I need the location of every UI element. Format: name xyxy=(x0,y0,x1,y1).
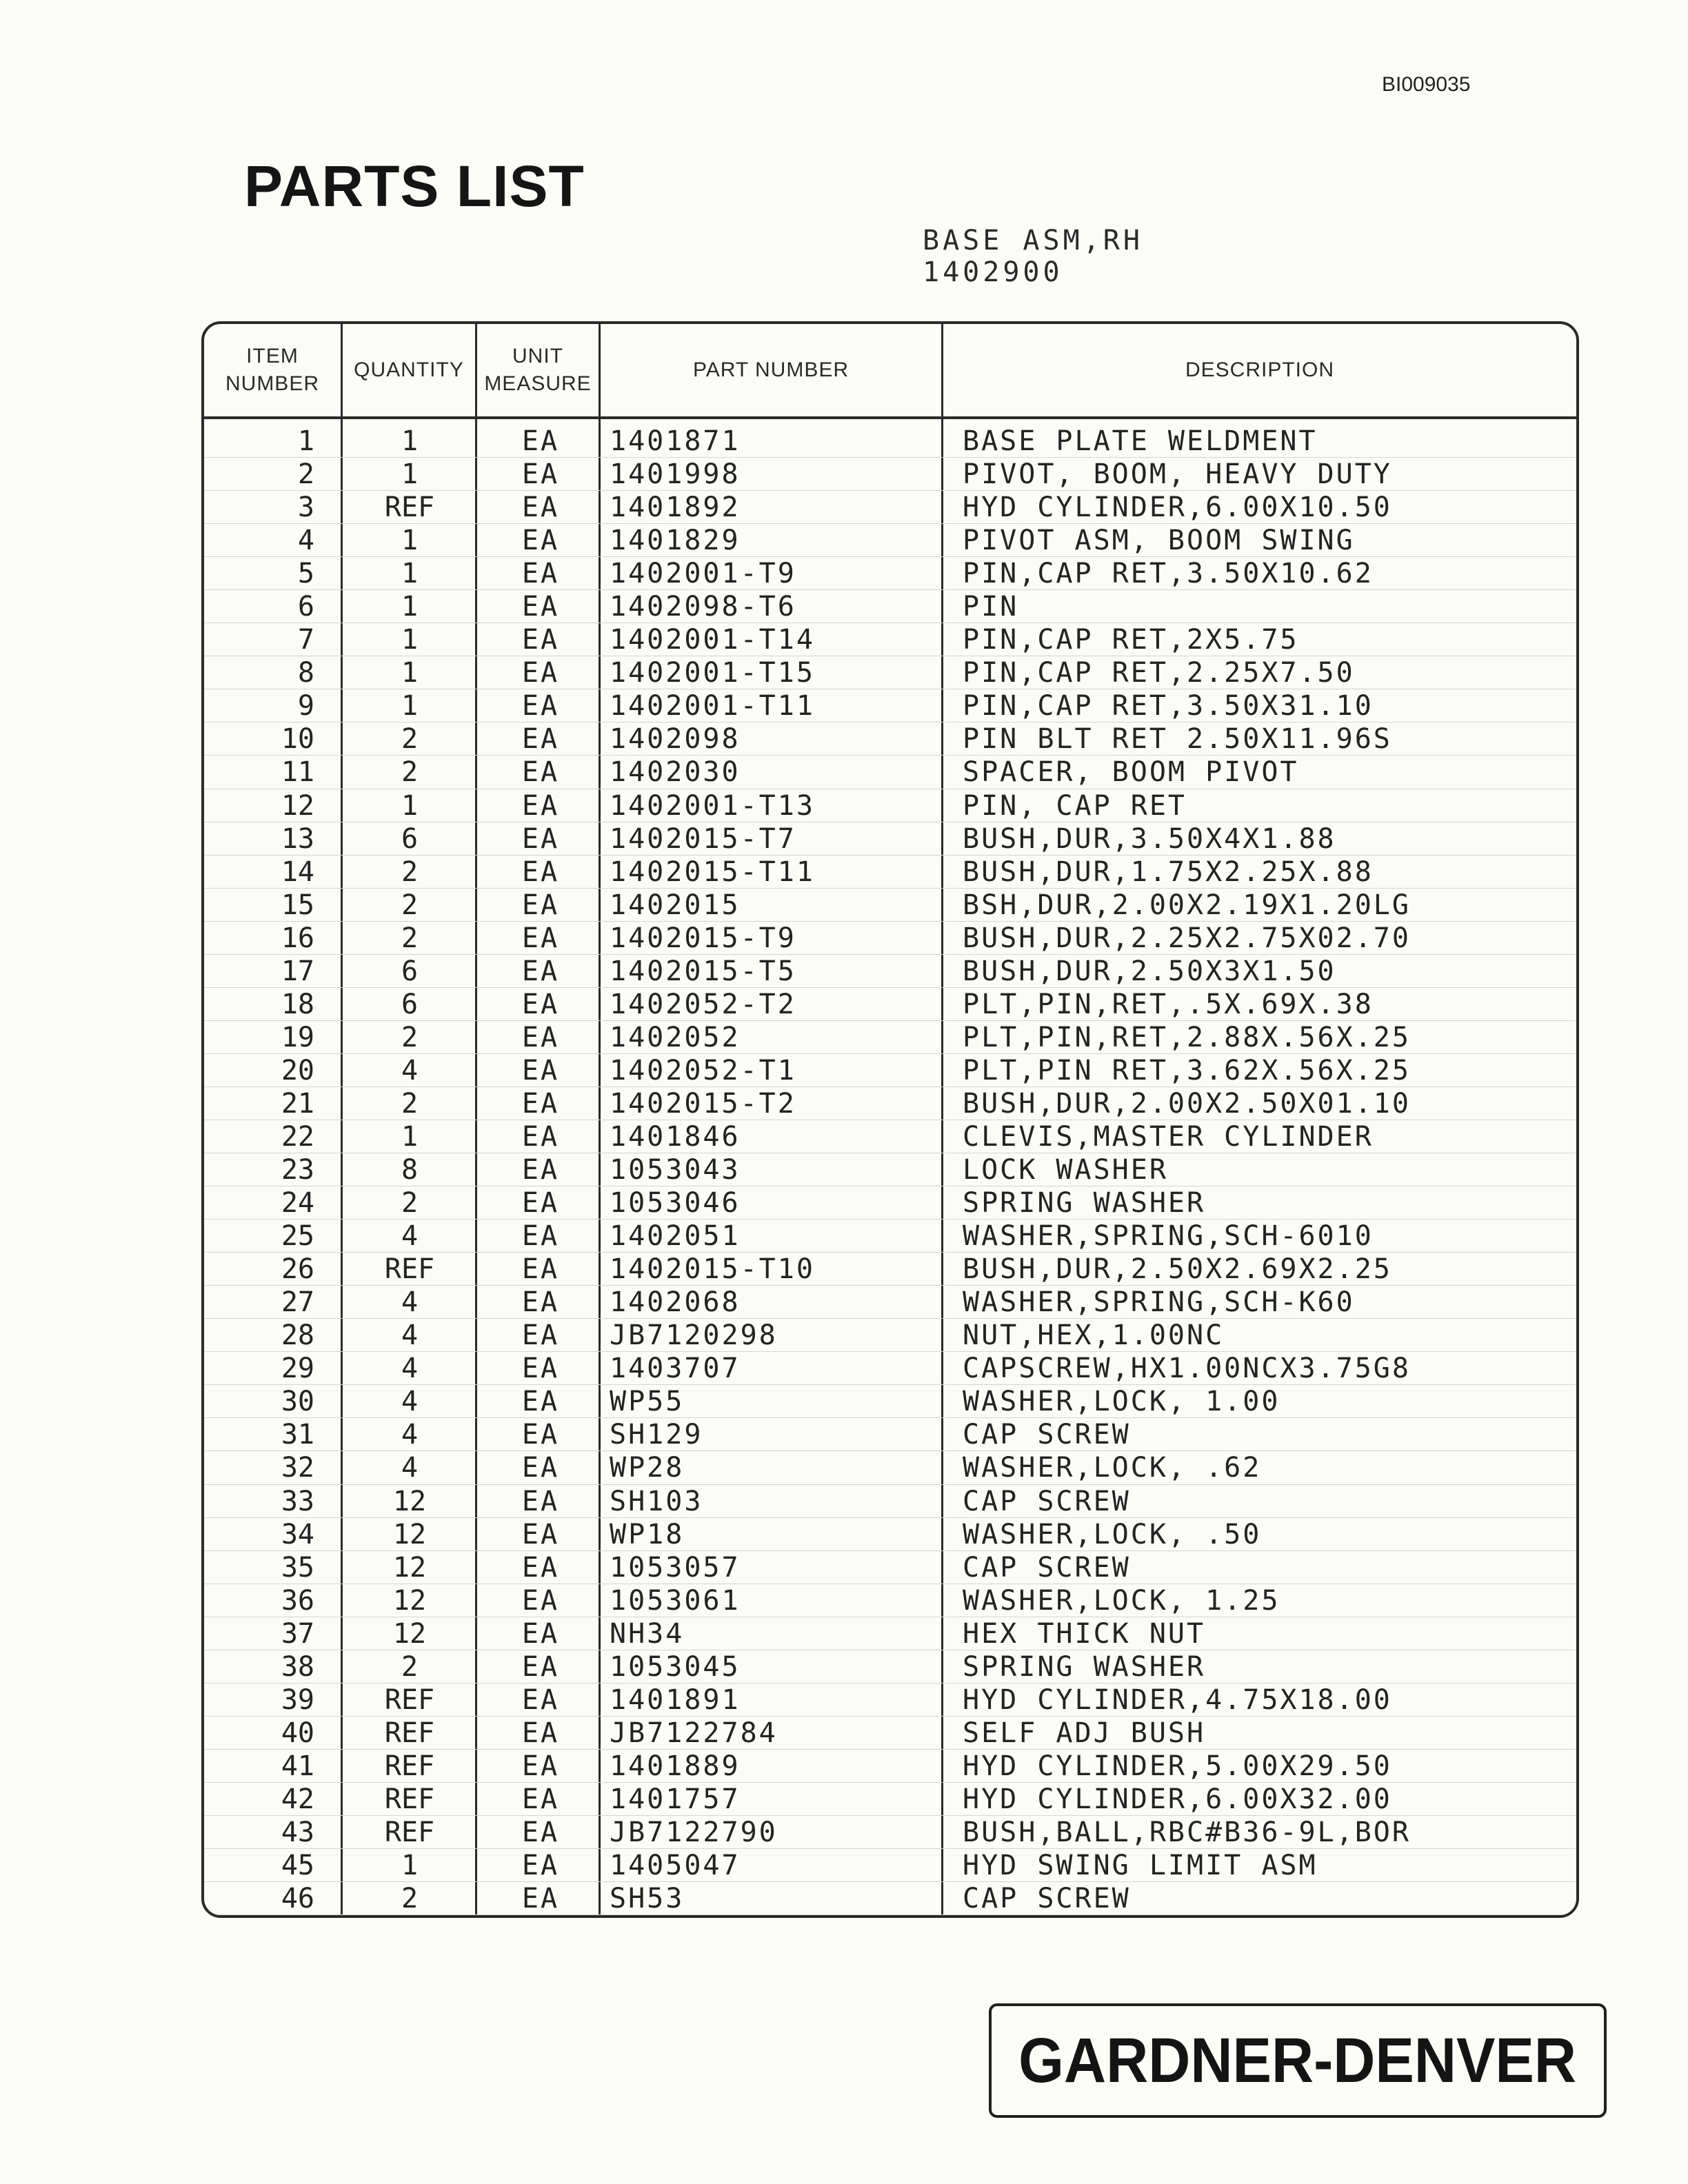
part-number-cell: 1053043 xyxy=(610,1154,741,1186)
description-cell: SPRING WASHER xyxy=(963,1650,1206,1683)
description-cell: HYD CYLINDER,6.00X32.00 xyxy=(963,1783,1392,1815)
part-number-cell: 1401846 xyxy=(610,1120,741,1153)
part-number-cell: 1402001-T15 xyxy=(610,657,815,689)
item-number-cell: 5 xyxy=(297,558,314,590)
table-row xyxy=(204,458,1576,491)
item-number-cell: 25 xyxy=(281,1220,314,1253)
unit-measure-cell: EA xyxy=(521,1883,560,1915)
part-number-cell: 1402015-T11 xyxy=(610,856,815,888)
header-quantity-label: QUANTITY xyxy=(354,358,464,381)
table-row xyxy=(204,1684,1576,1717)
item-number-cell: 32 xyxy=(281,1452,314,1484)
unit-measure-cell: EA xyxy=(521,1419,560,1451)
table-row xyxy=(204,1319,1576,1352)
quantity-cell: 4 xyxy=(401,1286,419,1319)
description-cell: PIN xyxy=(963,591,1019,623)
table-row xyxy=(204,1816,1576,1849)
unit-measure-cell: EA xyxy=(521,1320,560,1352)
part-number-cell: 1401892 xyxy=(610,492,741,524)
unit-measure-cell: EA xyxy=(521,1783,560,1815)
description-cell: HYD CYLINDER,4.75X18.00 xyxy=(963,1684,1392,1716)
part-number-cell: 1053045 xyxy=(610,1650,741,1683)
description-cell: BUSH,DUR,1.75X2.25X.88 xyxy=(963,856,1374,888)
table-row xyxy=(204,1451,1576,1484)
description-cell: BSH,DUR,2.00X2.19X1.20LG xyxy=(963,889,1411,921)
item-number-cell: 40 xyxy=(281,1717,314,1749)
part-number-cell: 1402051 xyxy=(610,1220,741,1253)
description-cell: CAP SCREW xyxy=(963,1485,1131,1517)
table-row xyxy=(204,1783,1576,1816)
quantity-cell: 12 xyxy=(392,1551,427,1584)
unit-measure-cell: EA xyxy=(521,1485,560,1517)
description-cell: WASHER,LOCK, .50 xyxy=(963,1518,1262,1550)
item-number-cell: 14 xyxy=(281,856,314,888)
table-row xyxy=(204,1717,1576,1750)
quantity-cell: 1 xyxy=(401,458,419,491)
part-number-cell: 1402001-T13 xyxy=(610,789,815,822)
table-row xyxy=(204,1186,1576,1220)
unit-measure-cell: EA xyxy=(521,1087,560,1120)
part-number-cell: JB7120298 xyxy=(610,1320,778,1352)
unit-measure-cell: EA xyxy=(521,723,560,756)
table-row xyxy=(204,988,1576,1021)
unit-measure-cell: EA xyxy=(521,1617,560,1650)
part-number-cell: 1402001-T9 xyxy=(610,558,796,590)
item-number-cell: 8 xyxy=(297,657,314,689)
item-number-cell: 12 xyxy=(281,789,314,822)
item-number-cell: 3 xyxy=(297,492,314,524)
header-description-label: DESCRIPTION xyxy=(1185,358,1335,381)
description-cell: WASHER,SPRING,SCH-6010 xyxy=(963,1220,1374,1253)
quantity-cell: 2 xyxy=(401,1087,419,1120)
quantity-cell: 12 xyxy=(392,1518,427,1550)
item-number-cell: 30 xyxy=(281,1386,314,1418)
header-part-number-label: PART NUMBER xyxy=(692,358,850,381)
table-row xyxy=(204,955,1576,988)
description-cell: PIVOT ASM, BOOM SWING xyxy=(963,525,1355,557)
description-cell: PLT,PIN,RET,.5X.69X.38 xyxy=(963,988,1374,1020)
part-number-cell: WP55 xyxy=(610,1386,685,1418)
part-number-cell: 1401871 xyxy=(610,425,741,457)
unit-measure-cell: EA xyxy=(521,1717,560,1749)
table-row xyxy=(204,491,1576,524)
unit-measure-cell: EA xyxy=(521,558,560,590)
item-number-cell: 20 xyxy=(281,1054,314,1086)
part-number-cell: 1402098 xyxy=(610,723,741,756)
quantity-cell: 2 xyxy=(401,756,419,789)
description-cell: BUSH,BALL,RBC#B36-9L,BOR xyxy=(963,1816,1411,1848)
description-cell: WASHER,LOCK, 1.25 xyxy=(963,1584,1280,1617)
item-number-cell: 46 xyxy=(281,1883,314,1915)
assembly-number: 1402900 xyxy=(923,256,1063,288)
description-cell: CAPSCREW,HX1.00NCX3.75G8 xyxy=(963,1353,1411,1385)
unit-measure-cell: EA xyxy=(521,1220,560,1253)
description-cell: PLT,PIN,RET,2.88X.56X.25 xyxy=(963,1021,1411,1053)
unit-measure-cell: EA xyxy=(521,425,560,457)
description-cell: PIN,CAP RET,3.50X31.10 xyxy=(963,690,1374,722)
unit-measure-cell: EA xyxy=(521,1286,560,1319)
table-row xyxy=(204,1750,1576,1783)
table-row xyxy=(204,1518,1576,1551)
page-title: PARTS LIST xyxy=(244,154,585,219)
table-row xyxy=(204,1120,1576,1153)
unit-measure-cell: EA xyxy=(521,1353,560,1385)
quantity-cell: REF xyxy=(384,1816,435,1848)
item-number-cell: 21 xyxy=(281,1087,314,1120)
table-row xyxy=(204,656,1576,689)
unit-measure-cell: EA xyxy=(521,1452,560,1484)
item-number-cell: 17 xyxy=(281,955,314,987)
part-number-cell: JB7122784 xyxy=(610,1717,778,1749)
unit-measure-cell: EA xyxy=(521,756,560,789)
quantity-cell: 6 xyxy=(401,822,419,855)
description-cell: HEX THICK NUT xyxy=(963,1617,1206,1650)
table-row xyxy=(204,1253,1576,1286)
item-number-cell: 42 xyxy=(281,1783,314,1815)
quantity-cell: 2 xyxy=(401,1187,419,1220)
unit-measure-cell: EA xyxy=(521,591,560,623)
unit-measure-cell: EA xyxy=(521,1551,560,1584)
quantity-cell: REF xyxy=(384,1717,435,1749)
part-number-cell: 1401829 xyxy=(610,525,741,557)
quantity-cell: 2 xyxy=(401,1883,419,1915)
item-number-cell: 22 xyxy=(281,1120,314,1153)
unit-measure-cell: EA xyxy=(521,1120,560,1153)
part-number-cell: 1402015-T2 xyxy=(610,1087,796,1120)
item-number-cell: 28 xyxy=(281,1320,314,1352)
assembly-name: BASE ASM,RH xyxy=(923,225,1143,256)
quantity-cell: 2 xyxy=(401,1650,419,1683)
quantity-cell: 8 xyxy=(401,1154,419,1186)
description-cell: PIN,CAP RET,2X5.75 xyxy=(963,624,1299,656)
part-number-cell: WP28 xyxy=(610,1452,685,1484)
description-cell: BASE PLATE WELDMENT xyxy=(963,425,1318,457)
table-row xyxy=(204,425,1576,458)
item-number-cell: 34 xyxy=(281,1518,314,1550)
unit-measure-cell: EA xyxy=(521,1750,560,1782)
unit-measure-cell: EA xyxy=(521,922,560,954)
description-cell: PIN,CAP RET,3.50X10.62 xyxy=(963,558,1374,590)
part-number-cell: 1402015-T7 xyxy=(610,822,796,855)
table-row xyxy=(204,789,1576,822)
description-cell: CAP SCREW xyxy=(963,1551,1131,1584)
table-row xyxy=(204,1418,1576,1451)
description-cell: HYD CYLINDER,5.00X29.50 xyxy=(963,1750,1392,1782)
table-row xyxy=(204,889,1576,922)
item-number-cell: 9 xyxy=(297,690,314,722)
unit-measure-cell: EA xyxy=(521,889,560,921)
unit-measure-cell: EA xyxy=(521,1850,560,1882)
header-item-number xyxy=(204,324,341,416)
unit-measure-cell: EA xyxy=(521,690,560,722)
unit-measure-cell: EA xyxy=(521,1187,560,1220)
table-row xyxy=(204,1054,1576,1087)
part-number-cell: 1405047 xyxy=(610,1850,741,1882)
part-number-cell: 1402052-T1 xyxy=(610,1054,796,1086)
unit-measure-cell: EA xyxy=(521,525,560,557)
description-cell: BUSH,DUR,2.00X2.50X01.10 xyxy=(963,1087,1411,1120)
description-cell: SPRING WASHER xyxy=(963,1187,1206,1220)
description-cell: HYD CYLINDER,6.00X10.50 xyxy=(963,492,1392,524)
table-row xyxy=(204,1485,1576,1518)
item-number-cell: 33 xyxy=(281,1485,314,1517)
gardner-denver-logo xyxy=(989,2003,1607,2118)
quantity-cell: 4 xyxy=(401,1054,419,1086)
quantity-cell: 1 xyxy=(401,657,419,689)
quantity-cell: REF xyxy=(384,1750,435,1782)
unit-measure-cell: EA xyxy=(521,1584,560,1617)
table-row xyxy=(204,922,1576,955)
item-number-cell: 43 xyxy=(281,1816,314,1848)
part-number-cell: 1402015 xyxy=(610,889,741,921)
quantity-cell: 1 xyxy=(401,525,419,557)
item-number-cell: 35 xyxy=(281,1551,314,1584)
table-row xyxy=(204,623,1576,656)
part-number-cell: 1403707 xyxy=(610,1353,741,1385)
description-cell: BUSH,DUR,3.50X4X1.88 xyxy=(963,822,1336,855)
table-row xyxy=(204,557,1576,590)
parts-table xyxy=(201,321,1579,1918)
quantity-cell: 4 xyxy=(401,1220,419,1253)
part-number-cell: NH34 xyxy=(610,1617,685,1650)
part-number-cell: 1053061 xyxy=(610,1584,741,1617)
part-number-cell: 1402015-T10 xyxy=(610,1253,815,1286)
part-number-cell: 1401998 xyxy=(610,458,741,491)
description-cell: WASHER,SPRING,SCH-K60 xyxy=(963,1286,1355,1319)
table-row xyxy=(204,1286,1576,1319)
header-item-number-label: ITEM NUMBER xyxy=(225,345,319,395)
part-number-cell: 1401757 xyxy=(610,1783,741,1815)
unit-measure-cell: EA xyxy=(521,1518,560,1550)
table-row xyxy=(204,1021,1576,1054)
description-cell: NUT,HEX,1.00NC xyxy=(963,1320,1225,1352)
part-number-cell: 1402015-T5 xyxy=(610,955,796,987)
quantity-cell: 1 xyxy=(401,690,419,722)
item-number-cell: 41 xyxy=(281,1750,314,1782)
unit-measure-cell: EA xyxy=(521,492,560,524)
item-number-cell: 36 xyxy=(281,1584,314,1617)
table-body xyxy=(204,425,1576,1915)
quantity-cell: 2 xyxy=(401,922,419,954)
header-description xyxy=(943,324,1576,416)
description-cell: CLEVIS,MASTER CYLINDER xyxy=(963,1120,1374,1153)
assembly-heading xyxy=(923,225,1143,288)
part-number-cell: 1402030 xyxy=(610,756,741,789)
description-cell: WASHER,LOCK, 1.00 xyxy=(963,1386,1280,1418)
unit-measure-cell: EA xyxy=(521,1386,560,1418)
table-header xyxy=(204,324,1576,419)
item-number-cell: 18 xyxy=(281,988,314,1020)
table-row xyxy=(204,689,1576,722)
table-row xyxy=(204,590,1576,623)
item-number-cell: 11 xyxy=(281,756,314,789)
header-quantity xyxy=(343,324,475,416)
unit-measure-cell: EA xyxy=(521,1253,560,1286)
item-number-cell: 29 xyxy=(281,1353,314,1385)
description-cell: CAP SCREW xyxy=(963,1419,1131,1451)
quantity-cell: 4 xyxy=(401,1320,419,1352)
unit-measure-cell: EA xyxy=(521,657,560,689)
item-number-cell: 2 xyxy=(297,458,314,491)
description-cell: BUSH,DUR,2.50X3X1.50 xyxy=(963,955,1336,987)
quantity-cell: 4 xyxy=(401,1452,419,1484)
table-row xyxy=(204,1584,1576,1617)
item-number-cell: 13 xyxy=(281,822,314,855)
table-row xyxy=(204,1650,1576,1684)
unit-measure-cell: EA xyxy=(521,1816,560,1848)
quantity-cell: 1 xyxy=(401,591,419,623)
part-number-cell: 1402001-T14 xyxy=(610,624,815,656)
description-cell: PIN, CAP RET xyxy=(963,789,1187,822)
table-row xyxy=(204,524,1576,557)
description-cell: SELF ADJ BUSH xyxy=(963,1717,1206,1749)
part-number-cell: 1053046 xyxy=(610,1187,741,1220)
item-number-cell: 23 xyxy=(281,1154,314,1186)
quantity-cell: REF xyxy=(384,1253,435,1286)
quantity-cell: REF xyxy=(384,1684,435,1716)
unit-measure-cell: EA xyxy=(521,624,560,656)
logo-text: GARDNER-DENVER xyxy=(1018,2025,1577,2096)
table-row xyxy=(204,1385,1576,1418)
part-number-cell: 1053057 xyxy=(610,1551,741,1584)
table-row xyxy=(204,1352,1576,1385)
unit-measure-cell: EA xyxy=(521,856,560,888)
table-row xyxy=(204,1617,1576,1650)
item-number-cell: 37 xyxy=(281,1617,314,1650)
document-id: BI009035 xyxy=(1382,73,1471,96)
item-number-cell: 24 xyxy=(281,1187,314,1220)
quantity-cell: 1 xyxy=(401,1120,419,1153)
description-cell: PIVOT, BOOM, HEAVY DUTY xyxy=(963,458,1392,491)
unit-measure-cell: EA xyxy=(521,955,560,987)
description-cell: PIN,CAP RET,2.25X7.50 xyxy=(963,657,1355,689)
part-number-cell: 1402015-T9 xyxy=(610,922,796,954)
item-number-cell: 10 xyxy=(281,723,314,756)
quantity-cell: 2 xyxy=(401,1021,419,1053)
unit-measure-cell: EA xyxy=(521,822,560,855)
description-cell: BUSH,DUR,2.25X2.75X02.70 xyxy=(963,922,1411,954)
unit-measure-cell: EA xyxy=(521,789,560,822)
quantity-cell: 6 xyxy=(401,988,419,1020)
table-row xyxy=(204,1087,1576,1120)
quantity-cell: 1 xyxy=(401,789,419,822)
table-row xyxy=(204,1882,1576,1915)
item-number-cell: 38 xyxy=(281,1650,314,1683)
part-number-cell: 1401889 xyxy=(610,1750,741,1782)
table-row xyxy=(204,1849,1576,1882)
unit-measure-cell: EA xyxy=(521,1154,560,1186)
table-row xyxy=(204,822,1576,856)
part-number-cell: 1402052-T2 xyxy=(610,988,796,1020)
description-cell: PLT,PIN RET,3.62X.56X.25 xyxy=(963,1054,1411,1086)
item-number-cell: 1 xyxy=(297,425,314,457)
quantity-cell: 6 xyxy=(401,955,419,987)
part-number-cell: SH53 xyxy=(610,1883,685,1915)
item-number-cell: 45 xyxy=(281,1850,314,1882)
quantity-cell: REF xyxy=(384,492,435,524)
description-cell: PIN BLT RET 2.50X11.96S xyxy=(963,723,1392,756)
description-cell: CAP SCREW xyxy=(963,1883,1131,1915)
unit-measure-cell: EA xyxy=(521,1054,560,1086)
part-number-cell: SH129 xyxy=(610,1419,703,1451)
description-cell: SPACER, BOOM PIVOT xyxy=(963,756,1299,789)
item-number-cell: 27 xyxy=(281,1286,314,1319)
part-number-cell: 1402098-T6 xyxy=(610,591,796,623)
quantity-cell: 4 xyxy=(401,1353,419,1385)
description-cell: HYD SWING LIMIT ASM xyxy=(963,1850,1318,1882)
unit-measure-cell: EA xyxy=(521,1650,560,1683)
table-row xyxy=(204,856,1576,889)
unit-measure-cell: EA xyxy=(521,458,560,491)
item-number-cell: 15 xyxy=(281,889,314,921)
item-number-cell: 26 xyxy=(281,1253,314,1286)
part-number-cell: WP18 xyxy=(610,1518,685,1550)
part-number-cell: SH103 xyxy=(610,1485,703,1517)
table-row xyxy=(204,1220,1576,1253)
item-number-cell: 31 xyxy=(281,1419,314,1451)
part-number-cell: 1401891 xyxy=(610,1684,741,1716)
table-row xyxy=(204,1551,1576,1584)
item-number-cell: 6 xyxy=(297,591,314,623)
quantity-cell: 4 xyxy=(401,1386,419,1418)
quantity-cell: 4 xyxy=(401,1419,419,1451)
item-number-cell: 39 xyxy=(281,1684,314,1716)
quantity-cell: 2 xyxy=(401,723,419,756)
quantity-cell: 1 xyxy=(401,558,419,590)
item-number-cell: 4 xyxy=(297,525,314,557)
unit-measure-cell: EA xyxy=(521,1021,560,1053)
header-unit-measure-label: UNIT MEASURE xyxy=(484,345,592,395)
quantity-cell: 2 xyxy=(401,889,419,921)
quantity-cell: 12 xyxy=(392,1485,427,1517)
part-number-cell: JB7122790 xyxy=(610,1816,778,1848)
quantity-cell: 1 xyxy=(401,425,419,457)
quantity-cell: 12 xyxy=(392,1584,427,1617)
quantity-cell: REF xyxy=(384,1783,435,1815)
item-number-cell: 19 xyxy=(281,1021,314,1053)
description-cell: BUSH,DUR,2.50X2.69X2.25 xyxy=(963,1253,1392,1286)
header-unit-measure xyxy=(477,324,599,416)
item-number-cell: 7 xyxy=(297,624,314,656)
table-row xyxy=(204,1153,1576,1186)
table-row xyxy=(204,756,1576,789)
quantity-cell: 12 xyxy=(392,1617,427,1650)
quantity-cell: 1 xyxy=(401,1850,419,1882)
description-cell: LOCK WASHER xyxy=(963,1154,1168,1186)
part-number-cell: 1402052 xyxy=(610,1021,741,1053)
quantity-cell: 1 xyxy=(401,624,419,656)
quantity-cell: 2 xyxy=(401,856,419,888)
item-number-cell: 16 xyxy=(281,922,314,954)
part-number-cell: 1402068 xyxy=(610,1286,741,1319)
part-number-cell: 1402001-T11 xyxy=(610,690,815,722)
description-cell: WASHER,LOCK, .62 xyxy=(963,1452,1262,1484)
unit-measure-cell: EA xyxy=(521,988,560,1020)
header-part-number xyxy=(601,324,941,416)
unit-measure-cell: EA xyxy=(521,1684,560,1716)
table-row xyxy=(204,722,1576,756)
